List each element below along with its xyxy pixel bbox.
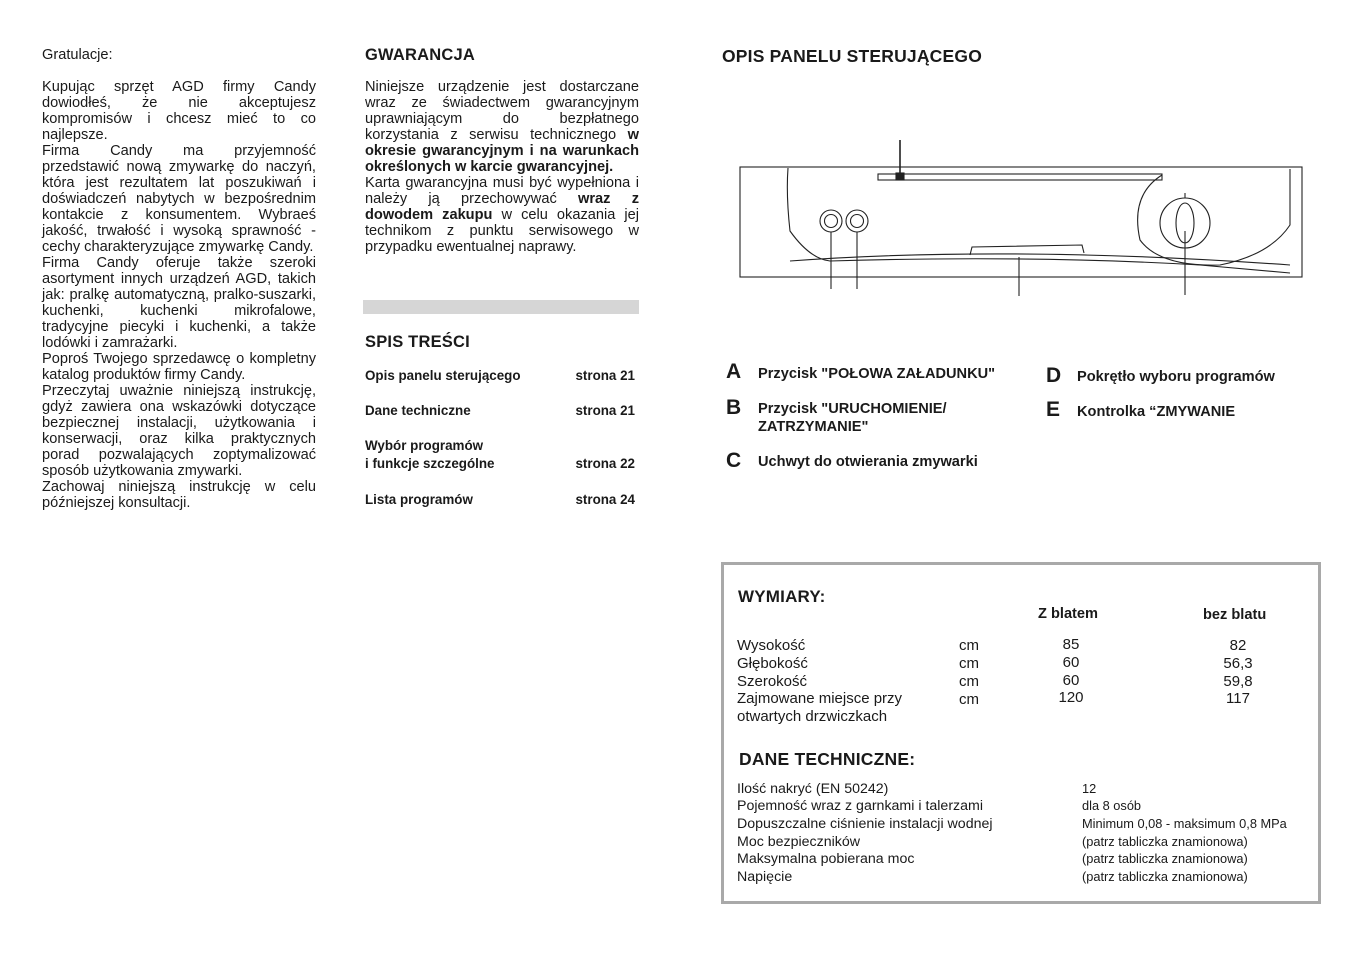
- dimensions-col-without: bez blatu: [1203, 607, 1267, 623]
- legend-text-e: Kontrolka “ZMYWANIE: [1077, 404, 1236, 420]
- toc-item-page: strona 24: [575, 492, 635, 507]
- dimension-with: 60: [1062, 654, 1080, 671]
- legend-text-d: Pokrętło wyboru programów: [1077, 369, 1275, 385]
- dimension-without: 56,3: [1223, 655, 1253, 672]
- technical-label: Pojemność wraz z garnkami i talerzami: [737, 798, 983, 814]
- dimension-label: Wysokość: [737, 637, 806, 654]
- dimension-without: 59,8: [1223, 673, 1253, 690]
- legend-letter-e: E: [1046, 398, 1061, 421]
- technical-label: Maksymalna pobierana moc: [737, 851, 915, 867]
- legend-text-b-line1: Przycisk "URUCHOMIENIE/: [758, 401, 947, 417]
- technical-value: Minimum 0,08 - maksimum 0,8 MPa: [1082, 816, 1287, 831]
- control-panel-diagram: [730, 135, 1320, 300]
- dimensions-title: WYMIARY:: [738, 587, 826, 606]
- toc-item-page: strona 21: [575, 403, 635, 418]
- dimension-unit: cm: [959, 655, 979, 672]
- intro-paragraph: Kupując sprzęt AGD firmy Candy dowiodłeś, że nie akceptujesz kompromisów i chcesz mieć to co najlepsze.: [42, 79, 316, 143]
- toc-item-page: strona 21: [575, 368, 635, 383]
- warranty-text: [365, 79, 639, 255]
- technical-label: Moc bezpieczników: [737, 834, 861, 850]
- dimension-label-line1: Zajmowane miejsce przy: [737, 690, 903, 707]
- handle-slot: [878, 174, 1162, 180]
- button-b-outer: [846, 210, 868, 232]
- toc-item: [365, 491, 637, 509]
- toc-item-label: Opis panelu sterującego: [365, 368, 521, 383]
- intro-paragraph: Poproś Twojego sprzedawcę o kompletny katalog produktów firmy Candy.: [42, 351, 316, 383]
- dimension-without: 82: [1229, 637, 1247, 654]
- technical-title: DANE TECHNICZNE:: [739, 749, 916, 769]
- dimension-label: Głębokość: [737, 655, 808, 672]
- technical-label: Napięcie: [737, 869, 793, 885]
- toc-title: SPIS TREŚCI: [365, 333, 470, 351]
- section-divider-bar: [363, 300, 639, 314]
- dimension-label: [737, 690, 902, 726]
- technical-value: (patrz tabliczka znamionowa): [1082, 869, 1248, 884]
- legend-letter-c: C: [726, 449, 742, 472]
- greeting: Gratulacje:: [42, 47, 113, 63]
- indicator-light: [896, 173, 904, 180]
- legend-text-c: Uchwyt do otwierania zmywarki: [758, 454, 978, 470]
- button-a-outer: [820, 210, 842, 232]
- legend-text-a: Przycisk "POŁOWA ZAŁADUNKU": [758, 366, 996, 382]
- panel-title: OPIS PANELU STERUJĄCEGO: [722, 46, 983, 66]
- technical-value: (patrz tabliczka znamionowa): [1082, 851, 1248, 866]
- toc-item: [365, 367, 637, 385]
- dimension-with: 85: [1062, 636, 1080, 653]
- legend-letter-a: A: [726, 360, 742, 383]
- dimension-unit: cm: [959, 673, 979, 690]
- legend-text-b: [758, 400, 947, 436]
- warranty-title: GWARANCJA: [365, 46, 475, 64]
- warranty-paragraph-2: Karta gwarancyjna musi być wypełniona i należy ją przechowywać wraz z dowodem zakupu w celu okazania jej technikom z punktu serwisowego w przypadku ewentualnej naprawy.: [365, 175, 640, 255]
- toc-item-label: Wybór programów: [365, 438, 484, 453]
- technical-value: dla 8 osób: [1082, 798, 1142, 813]
- button-b-inner: [851, 215, 864, 228]
- dimensions-col-with: Z blatem: [1038, 606, 1099, 622]
- dimension-label-line2: otwartych drzwiczkach: [737, 708, 888, 725]
- dimension-with: 120: [1058, 689, 1084, 706]
- dimension-without: 117: [1226, 690, 1250, 707]
- toc-item: [365, 402, 637, 420]
- toc-item-label: Lista programów: [365, 492, 473, 507]
- legend-text-b-line2: ZATRZYMANIE": [758, 419, 869, 435]
- intro-paragraph: Firma Candy ma przyjemność przedstawić nową zmywarkę do naczyń, która jest rezultatem lat poszukiwań i doświadczeń nabytych w bezpośrednim kontakcie z konsumentem. Wybraeś jakość, trwałość i wysoką sprawność - cechy charakteryzujące zmywarkę Candy.: [42, 143, 316, 255]
- dimension-label: Szerokość: [737, 673, 808, 690]
- warranty-paragraph-1: Niniejsze urządzenie jest dostarczane wraz ze świadectwem gwarancyjnym uprawniającym do bezpłatnego korzystania z serwisu technicznego w okresie gwarancyjnym i na warunkach określonych w karcie gwarancyjnej.: [365, 79, 639, 175]
- intro-paragraph: Firma Candy oferuje także szeroki asortyment innych urządzeń AGD, takich jak: pralkę automatyczną, pralko-suszarki, kuchenki, kuchenki mikrofalowe, tradycyjne piecyki i kuchenki, a także lodówki i zamrażarki.: [42, 255, 316, 351]
- toc-item-page: strona 22: [575, 456, 635, 471]
- button-a-inner: [825, 215, 838, 228]
- dimension-unit: cm: [959, 637, 979, 654]
- technical-label: Ilość nakryć (EN 50242): [737, 781, 889, 797]
- intro-paragraph: Zachowaj niniejszą instrukcję w celu późniejszej konsultacji.: [42, 479, 316, 511]
- dimension-unit: cm: [959, 691, 979, 708]
- dimension-with: 60: [1062, 672, 1080, 689]
- technical-label: Dopuszczalne ciśnienie instalacji wodnej: [737, 816, 993, 832]
- technical-value: (patrz tabliczka znamionowa): [1082, 834, 1248, 849]
- legend-letter-b: B: [726, 396, 742, 419]
- intro-paragraph: Przeczytaj uważnie niniejszą instrukcję, gdyż zawiera ona wskazówki dotyczące bezpiecznej instalacji, użytkowania i konserwacji, oraz kilka praktycznych porad pozwalających zoptymalizować sposób użytkowania zmywarki.: [42, 383, 316, 479]
- intro-text: [42, 79, 316, 511]
- toc-item: [365, 437, 637, 473]
- technical-value: 12: [1082, 781, 1097, 796]
- toc-item-label-line2: i funkcje szczególne: [365, 456, 495, 471]
- legend-letter-d: D: [1046, 364, 1062, 387]
- toc-item-label: Dane techniczne: [365, 403, 471, 418]
